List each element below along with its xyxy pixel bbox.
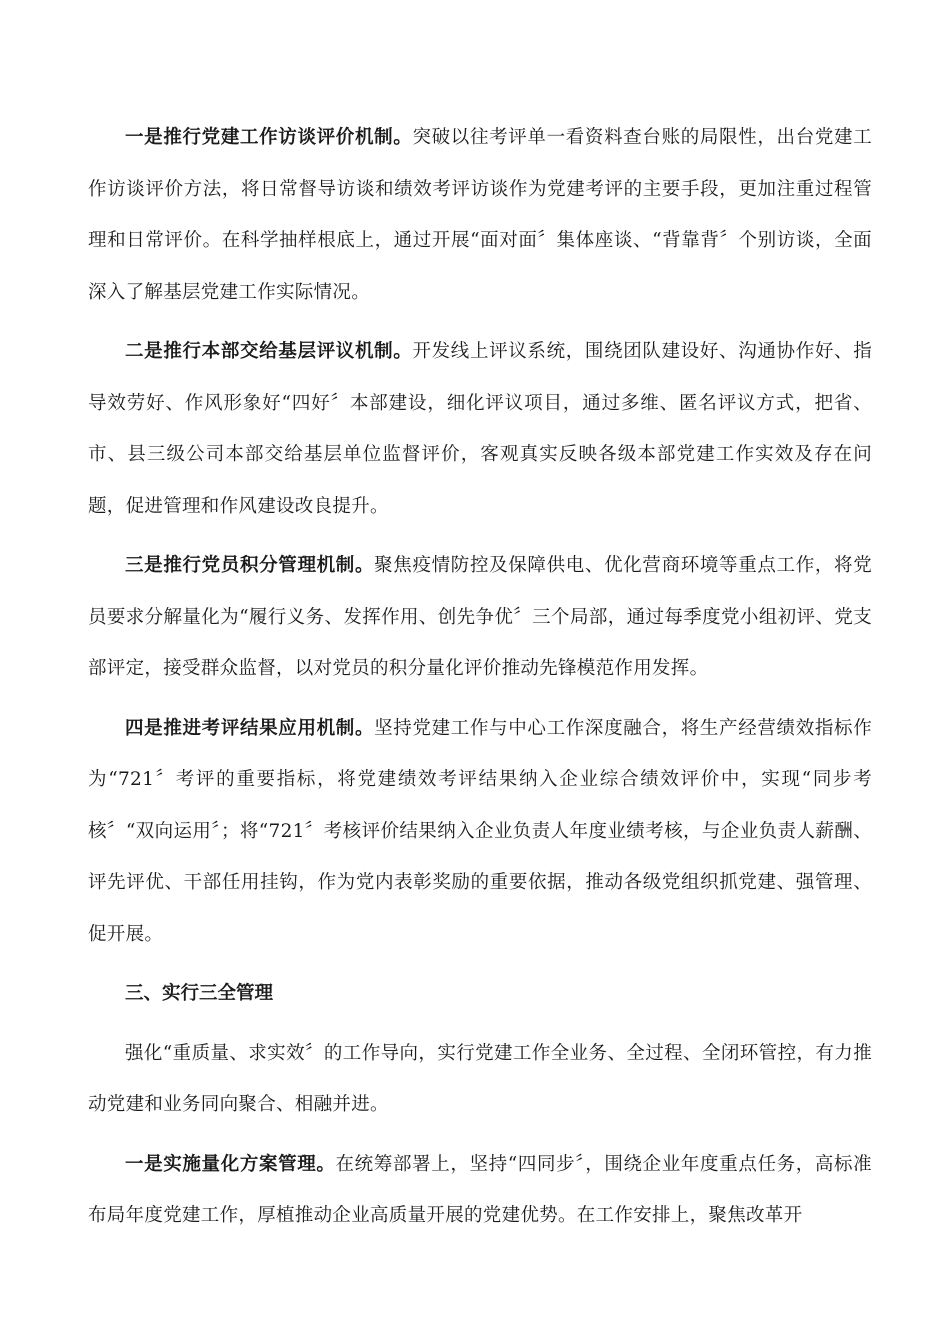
document-page (88, 112, 872, 1250)
paragraph-text: 在统筹部署上，坚持“四同步〞，围绕企业年度重点任务，高标准布局年度党建工作，厚植推动企业高质量开展的党建优势。在工作安排上，聚焦改革开 (88, 1153, 872, 1226)
paragraph-interview-evaluation (88, 112, 872, 318)
paragraph-lead: 一是实施量化方案管理。 (125, 1153, 336, 1175)
paragraph-lead: 二是推行本部交给基层评议机制。 (125, 341, 413, 362)
paragraph-lead: 三是推行党员积分管理机制。 (125, 555, 375, 576)
section-heading: 三、实行三全管理 (125, 983, 274, 1004)
paragraph-text: 聚焦疫情防控及保障供电、优化营商环境等重点工作，将党员要求分解量化为“履行义务、发挥作用、创先争优〞三个局部，通过每季度党小组初评、党支部评定，接受群众监督，以对党员的积分量化评价推动先锋模范作用发挥。 (88, 555, 872, 679)
paragraph-quantified-plan (88, 1139, 872, 1242)
paragraph-text: 突破以往考评单一看资料查台账的局限性，出台党建工作访谈评价方法，将日常督导访谈和绩效考评访谈作为党建考评的主要手段，更加注重过程管理和日常评价。在科学抽样根底上，通过开展“面对面〞集体座谈、“背靠背〞个别访谈，全面深入了解基层党建工作实际情况。 (88, 127, 872, 303)
paragraph-result-application (88, 703, 872, 961)
paragraph-lead: 一是推行党建工作访谈评价机制。 (125, 127, 413, 148)
paragraph-text: 开发线上评议系统，围绕团队建设好、沟通协作好、指导效劳好、作风形象好“四好〞本部建设，细化评议项目，通过多维、匿名评议方式，把省、市、县三级公司本部交给基层单位监督评价，客观真实反映各级本部党建工作实效及存在问题，促进管理和作风建设改良提升。 (88, 341, 872, 517)
paragraph-text: 坚持党建工作与中心工作深度融合，将生产经营绩效指标作为“721〞考评的重要指标，将党建绩效考评结果纳入企业综合绩效评价中，实现“同步考核〞“双向运用〞；将“721〞考核评价结果纳入企业负责人年度业绩考核，与企业负责人薪酬、评先评优、干部任用挂钩，作为党内表彰奖励的重要依据，推动各级党组织抓党建、强管理、促开展。 (88, 717, 872, 945)
paragraph-text: 强化“重质量、求实效〞的工作导向，实行党建工作全业务、全过程、全闭环管控，有力推动党建和业务同向聚合、相融并进。 (88, 1042, 872, 1115)
paragraph-points-management (88, 540, 872, 695)
paragraph-lead: 四是推进考评结果应用机制。 (125, 717, 375, 739)
paragraph-intro (88, 1028, 872, 1131)
paragraph-grassroots-review (88, 326, 872, 532)
